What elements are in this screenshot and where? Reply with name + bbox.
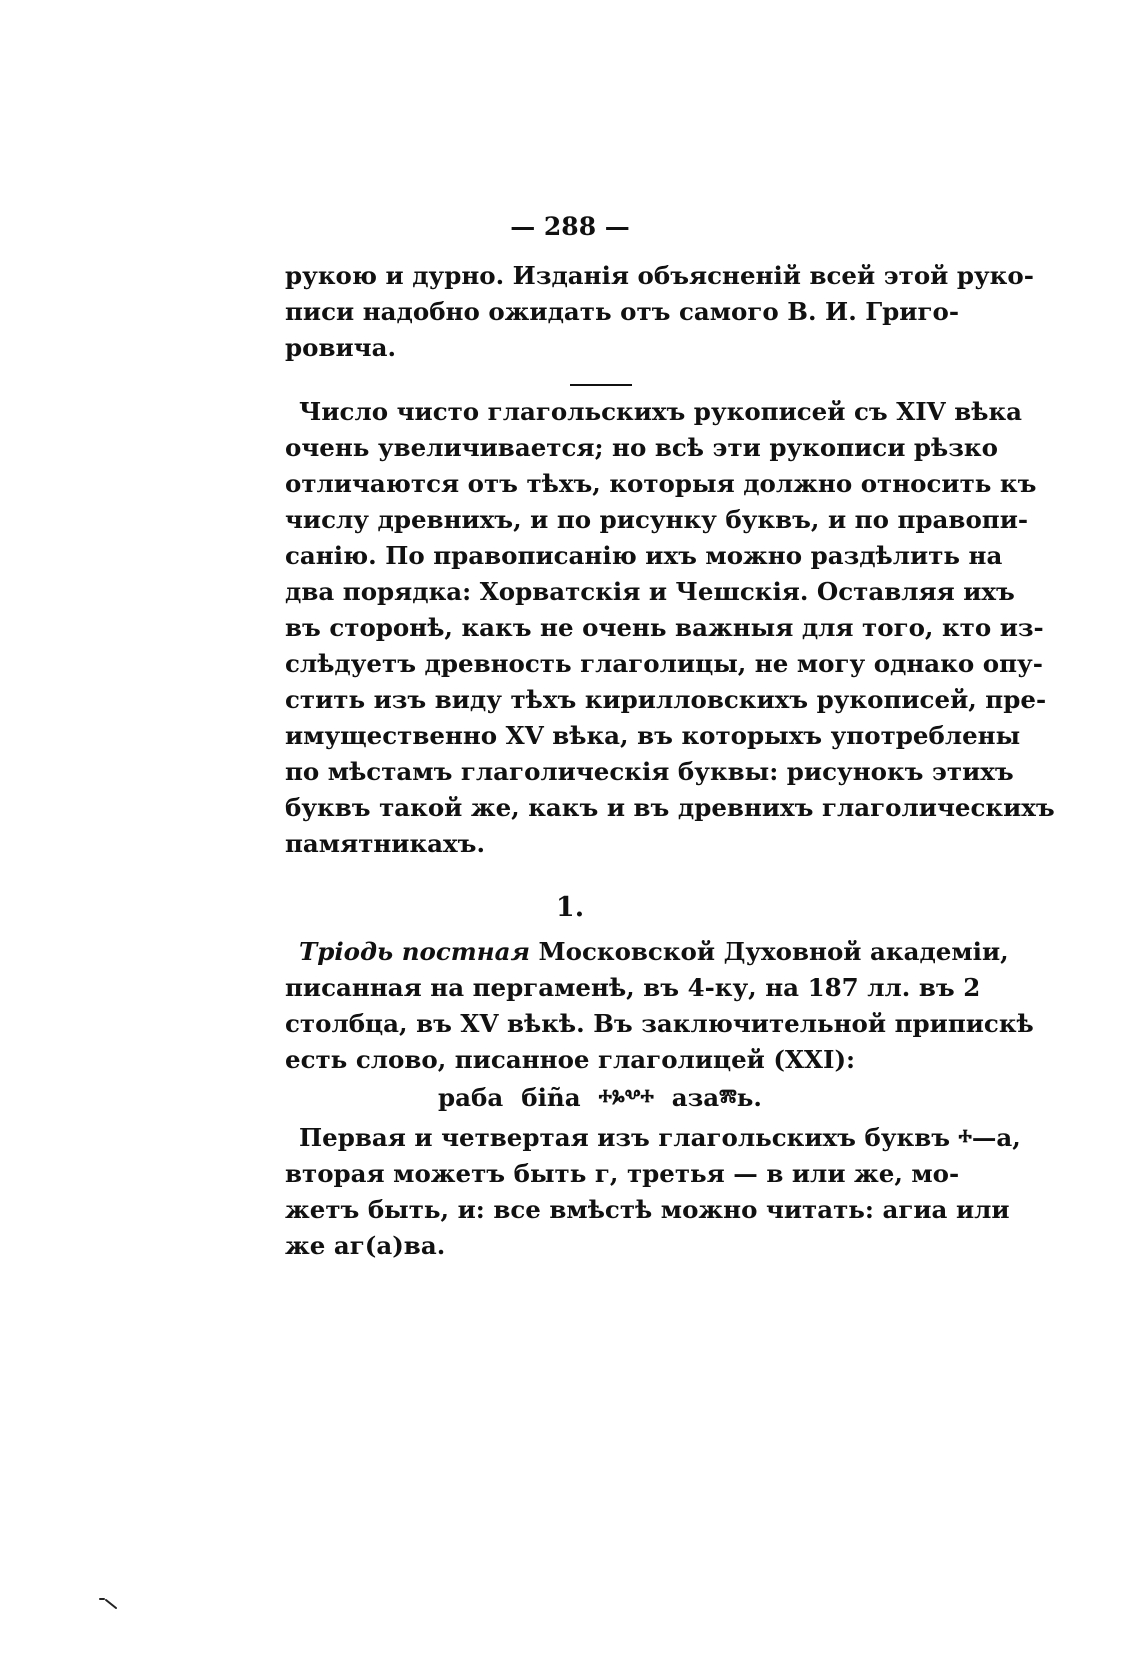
text-line: буквъ такой же, какъ и въ древнихъ глаголическихъ [285, 793, 1055, 822]
text-line: слѣдуетъ древность глаголицы, не могу однако опу- [285, 649, 1043, 678]
text-line [299, 934, 1009, 970]
text-line: рукою и дурно. Изданія объясненій всей этой руко- [285, 261, 1034, 290]
text-line: Число чисто глагольскихъ рукописей съ XIV вѣка [299, 397, 1023, 426]
text-line: же аг(а)ва. [285, 1231, 446, 1260]
glagolitic-word: ⰰⰳⰲⰰ [598, 1083, 654, 1112]
text-line: писи надобно ожидать отъ самого В. И. Григо- [285, 297, 960, 326]
text-line: въ сторонѣ, какъ не очень важныя для того, кто из- [285, 613, 1044, 642]
text-line: стить изъ виду тѣхъ кирилловскихъ рукописей, пре- [285, 685, 1047, 714]
text-line: отличаются отъ тѣхъ, которыя должно относить къ [285, 469, 1037, 498]
page-number: — 288 — [510, 212, 630, 241]
section-number: 1. [555, 892, 585, 923]
text-fragment: Московской Духовной академіи, [529, 937, 1009, 966]
text-line: по мѣстамъ глаголическія буквы: рисунокъ этихъ [285, 757, 1014, 786]
text-line: ровича. [285, 333, 397, 362]
text-line: писанная на пергаменѣ, въ 4-ку, на 187 лл. въ 2 [285, 973, 981, 1002]
text-line: есть слово, писанное глаголицей (XXI): [285, 1045, 856, 1074]
quote-word: бiña [521, 1083, 581, 1112]
text-line: Первая и четвертая изъ глагольскихъ буквъ ⰰ—а, [299, 1123, 1021, 1152]
stray-ink-mark [98, 1596, 120, 1610]
quote-word: раба [438, 1083, 504, 1112]
text-line: два порядка: Хорватскія и Чешскія. Оставляя ихъ [285, 577, 1015, 606]
manuscript-title: Тріодь постная [299, 937, 530, 966]
text-line: имущественно XV вѣка, въ которыхъ употреблены [285, 721, 1021, 750]
section-divider [570, 384, 632, 386]
text-line: столбца, въ XV вѣкѣ. Въ заключительной припискѣ [285, 1009, 1034, 1038]
quote-word: азаⰿь. [671, 1083, 762, 1112]
text-line: памятникахъ. [285, 829, 485, 858]
text-line: вторая можетъ быть г, третья — в или же, мо- [285, 1159, 960, 1188]
text-line: жетъ быть, и: все вмѣстѣ можно читать: агиа или [285, 1195, 1010, 1224]
quote-line [285, 1080, 915, 1116]
text-line: числу древнихъ, и по рисунку буквъ, и по правопи- [285, 505, 1029, 534]
text-line: очень увеличивается; но всѣ эти рукописи рѣзко [285, 433, 998, 462]
text-line: санію. По правописанію ихъ можно раздѣлить на [285, 541, 1003, 570]
